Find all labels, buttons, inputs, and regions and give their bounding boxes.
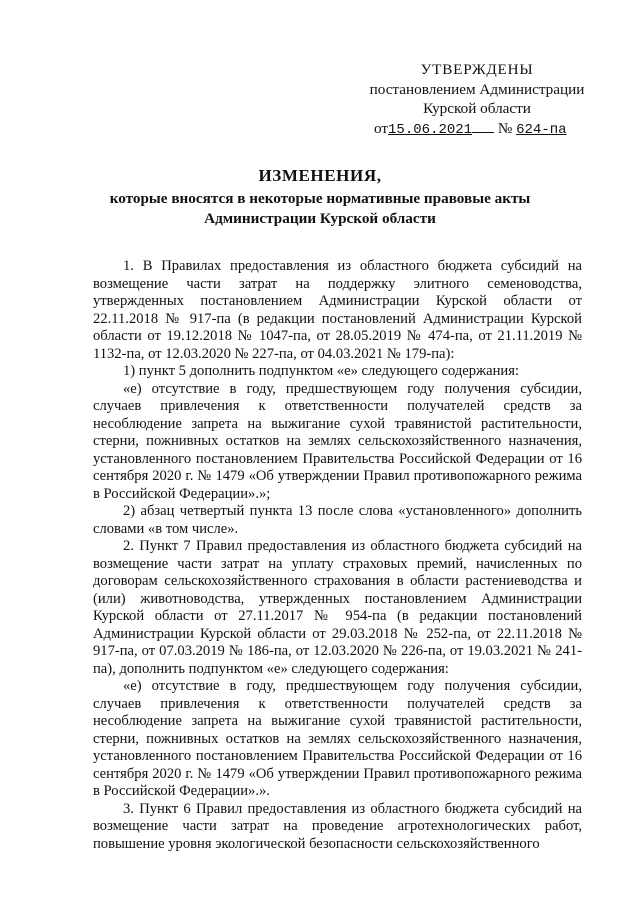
approval-date: 15.06.2021	[388, 121, 473, 138]
paragraph-2: 1) пункт 5 дополнить подпунктом «е» следующего содержания:	[123, 363, 519, 379]
date-blank-line	[472, 122, 494, 133]
approval-block	[362, 60, 592, 140]
document-title-block	[80, 165, 560, 228]
paragraph-7: 3. Пункт 6 Правил предоставления из областного бюджета субсидий на возмещение части затрат на проведение агротехнологических работ, повышение уровня экологической безопасности сельскохозяйственного	[93, 800, 582, 852]
approval-title: УТВЕРЖДЕНЫ	[420, 61, 534, 78]
approval-by-line: постановлением Администрации	[369, 80, 585, 98]
paragraph-1: 1. В Правилах предоставления из областного бюджета субсидий на возмещение части затрат на поддержку элитного семеноводства, утвержденных постановлением Администрации Курской области от 22.11.2018 № 917-па (в редакции постановлений Администрации Курской области от 19.12.2018 № 1047-па, от 28.05.2019 № 474-па, от 21.11.2019 № 1132-па, от 12.03.2020 № 227-па, от 04.03.2021 № 179-па):	[93, 258, 582, 362]
number-prefix: №	[497, 119, 513, 137]
approval-number: 624-па	[516, 121, 567, 138]
document-subtitle-line2: Администрации Курской области	[204, 209, 436, 227]
paragraph-6: «е) отсутствие в году, предшествующем году получения субсидии, случаев привлечения к ответственности получателей средств за несоблюдение запрета на выжигание сухой травянистой растительности, стерни, пожнивных остатков на землях сельскохозяйственного назначения, установленного постановлением Правительства Российской Федерации от 16 сентября 2020 г. № 1479 «Об утверждении Правил противопожарного режима в Российской Федерации».».	[93, 678, 582, 799]
document-body	[93, 258, 582, 853]
paragraph-5: 2. Пункт 7 Правил предоставления из областного бюджета субсидий на возмещение части затрат на уплату страховых премий, начисленных по договорам сельскохозяйственного страхования в области растениеводства и (или) животноводства, утвержденных постановлением Администрации Курской области от 27.11.2017 № 954-па (в редакции постановлений Администрации Курской области от 29.03.2018 № 252-па, от 22.11.2018 № 917-па, от 07.03.2019 № 186-па, от 12.03.2020 № 226-па, от 19.03.2021 № 241-па), дополнить подпунктом «е» следующего содержания:	[93, 538, 582, 677]
document-subtitle-line1: которые вносятся в некоторые нормативные правовые акты	[109, 190, 531, 207]
document-heading: ИЗМЕНЕНИЯ,	[258, 166, 382, 185]
paragraph-4: 2) абзац четвертый пункта 13 после слова «установленного» дополнить словами «в том числе».	[93, 503, 582, 537]
approval-date-line	[362, 119, 592, 141]
approval-region-line: Курской области	[423, 100, 531, 117]
paragraph-3: «е) отсутствие в году, предшествующем году получения субсидии, случаев привлечения к ответственности получателей средств за несоблюдение запрета на выжигание сухой травянистой растительности, стерни, пожнивных остатков на землях сельскохозяйственного назначения, установленного постановлением Правительства Российской Федерации от 16 сентября 2020 г. № 1479 «Об утверждении Правил противопожарного режима в Российской Федерации».»;	[93, 380, 582, 502]
date-prefix: от	[374, 119, 389, 137]
